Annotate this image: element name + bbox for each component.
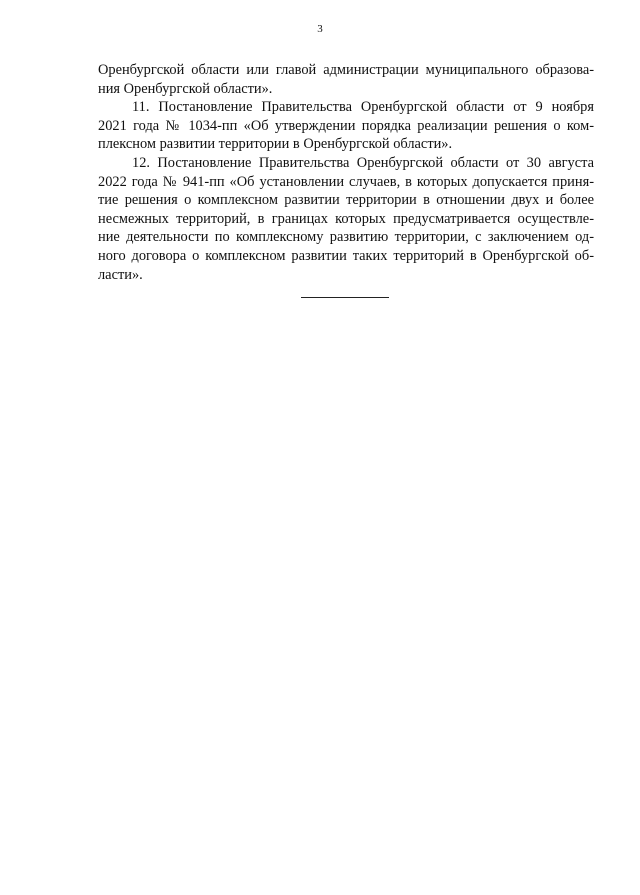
text-line: ние деятельности по комплексному развитию территории, с заключением од- [98,229,594,246]
text-line: ния Оренбургской области». [98,80,273,97]
text-line: ласти». [98,266,143,283]
page-number: 3 [317,23,323,35]
text-line: 11. Постановление Правительства Оренбургской области от 9 ноября [132,99,594,116]
text-line: 12. Постановление Правительства Оренбургской области от 30 августа [132,154,594,171]
paragraph-continuation [98,61,594,98]
text-line: Оренбургской области или главой администрации муниципального образова- [98,62,594,78]
end-of-document-rule [301,297,389,298]
paragraph-item-12 [98,154,594,284]
paragraph-item-11 [98,98,594,154]
text-line: 2021 года № 1034-пп «Об утверждении порядка реализации решения о ком- [98,117,594,134]
text-line: ного договора о комплексном развитии таких территорий в Оренбургской об- [98,247,594,264]
text-line: плексном развитии территории в Оренбургской области». [98,136,453,153]
document-body [98,61,594,284]
text-line: тие решения о комплексном развитии территории в отношении двух и более [98,192,594,209]
text-line: 2022 года № 941-пп «Об установлении случаев, в которых допускается приня- [98,173,594,190]
text-line: несмежных территорий, в границах которых предусматривается осуществле- [98,210,594,227]
